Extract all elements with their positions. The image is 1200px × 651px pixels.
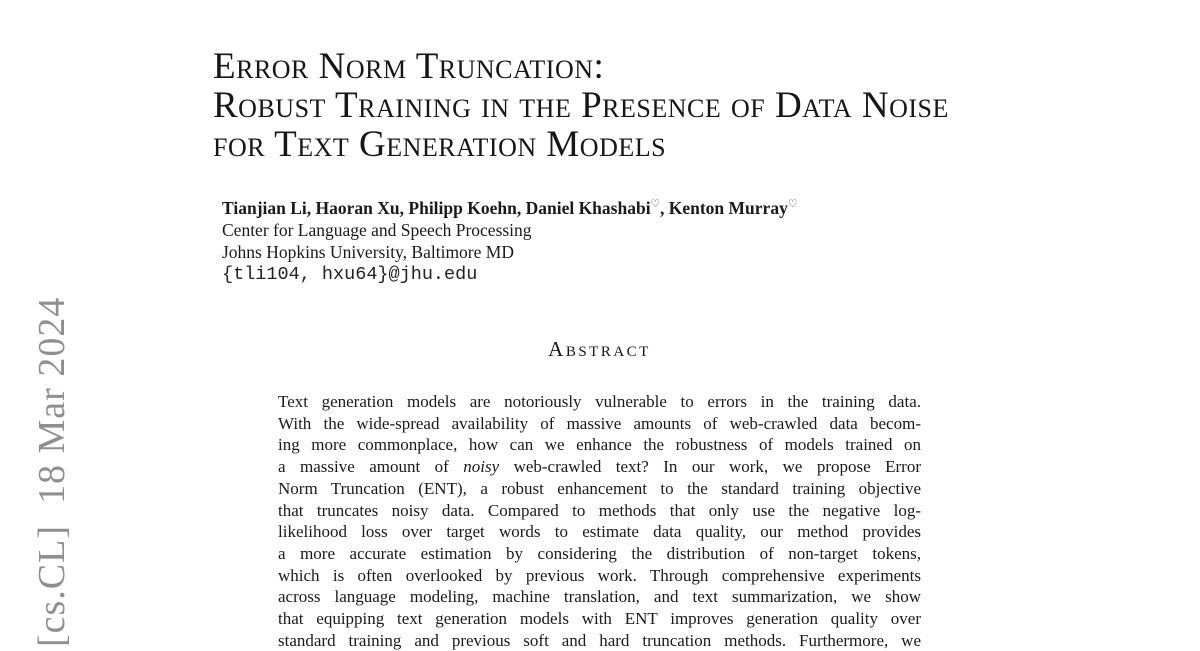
arxiv-stamp-watermark: [cs.CL] 18 Mar 2024	[31, 296, 73, 647]
abstract-text	[278, 391, 921, 651]
abstract-line	[278, 413, 921, 435]
affiliation-line-1: Center for Language and Speech Processing	[222, 220, 532, 240]
text-segment: that truncates noisy data. Compared to methods that only use the negative log-	[278, 500, 921, 520]
text-segment: Norm Truncation (ENT), a robust enhancement to the standard training objective	[278, 478, 921, 498]
text-segment: noisy	[463, 457, 500, 477]
text-segment: which is often overlooked by previous work. Through comprehensive experiments	[278, 565, 921, 585]
abstract-line	[278, 543, 921, 565]
text-segment: that equipping text generation models with ENT improves generation quality over	[278, 609, 921, 629]
abstract-line	[278, 434, 921, 456]
abstract-line	[278, 456, 921, 478]
text-segment: ing more commonplace, how can we enhance the robustness of models trained on	[278, 435, 921, 455]
text-segment: , Kenton Murray	[659, 198, 788, 218]
text-segment: Text generation models are notoriously vulnerable to errors in the training data.	[278, 392, 921, 411]
title-line-1: Error Norm Truncation:	[213, 46, 605, 87]
text-segment: With the wide-spread availability of massive amounts of web-crawled data becom-	[278, 413, 921, 433]
paper-title	[213, 47, 949, 164]
author-block	[222, 197, 797, 286]
abstract-line	[278, 521, 921, 543]
heart-symbol: ♡	[650, 198, 660, 211]
abstract-line	[278, 608, 921, 630]
email-address: {tli104, hxu64}@jhu.edu	[222, 264, 478, 285]
text-segment: Tianjian Li, Haoran Xu, Philipp Koehn, Daniel Khashabi	[222, 198, 651, 218]
abstract-line	[278, 391, 921, 413]
text-segment: across language modeling, machine translation, and text summarization, we show	[278, 587, 921, 607]
title-line-2: Robust Training in the Presence of Data Noise	[213, 85, 949, 126]
heart-symbol: ♡	[787, 198, 798, 211]
text-segment: standard training and previous soft and hard truncation methods. Furthermore, we	[278, 630, 921, 650]
text-segment: web-crawled text? In our work, we propose Error	[499, 457, 921, 477]
abstract-line	[278, 565, 921, 587]
text-segment: a massive amount of	[278, 457, 464, 477]
abstract-line	[278, 586, 921, 608]
abstract-line	[278, 478, 921, 500]
affiliation-line-2: Johns Hopkins University, Baltimore MD	[222, 242, 514, 262]
author-names	[222, 197, 797, 219]
text-segment: likelihood loss over target words to estimate data quality, our method provides	[278, 522, 921, 542]
abstract-heading: Abstract	[548, 337, 651, 361]
text-segment: a more accurate estimation by considering the distribution of non-target tokens,	[278, 543, 921, 563]
abstract-line	[278, 500, 921, 522]
title-line-3: for Text Generation Models	[213, 124, 667, 165]
